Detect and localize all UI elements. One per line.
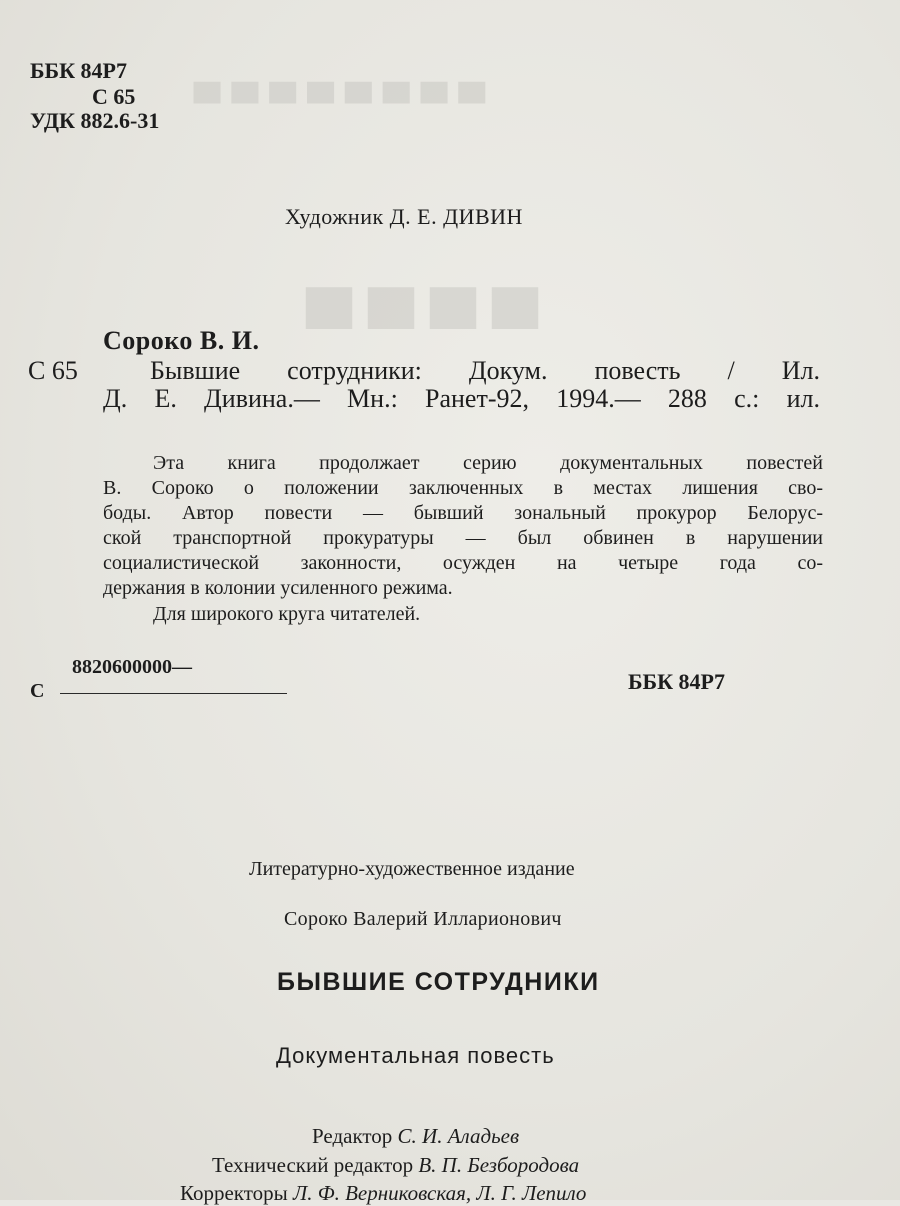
editor-credit bbox=[312, 1124, 519, 1149]
audience-note: Для широкого круга читателей. bbox=[153, 603, 421, 625]
book-title: БЫВШИЕ СОТРУДНИКИ bbox=[277, 968, 600, 996]
annotation-line: Эта книга продолжает серию документальных повестей bbox=[153, 452, 823, 474]
illustrator-credit: Художник Д. Е. ДИВИН bbox=[285, 204, 523, 229]
catalog-author: Сороко В. И. bbox=[103, 326, 260, 355]
show-through-mark: ■■■■■■■■ bbox=[190, 65, 493, 116]
annotation-line: ской транспортной прокуратуры — был обвинен в нарушении bbox=[103, 527, 823, 549]
show-through-mark: ■■■■ bbox=[300, 256, 548, 353]
annotation-line: держания в колонии усиленного режима. bbox=[103, 577, 453, 599]
proofreaders-name: Л. Ф. Верниковская, Л. Г. Лепило bbox=[292, 1181, 587, 1205]
annotation-line: В. Сороко о положении заключенных в местах лишения сво- bbox=[103, 477, 823, 499]
catalog-entry-line-2: Д. Е. Дивина.— Мн.: Ранет-92, 1994.— 288 с.: ил. bbox=[103, 384, 820, 413]
author-full-name: Сороко Валерий Илларионович bbox=[284, 908, 562, 930]
catalog-index-letter: С bbox=[30, 680, 45, 702]
tech-editor-name: В. П. Безбородова bbox=[418, 1153, 580, 1177]
tech-editor-credit bbox=[212, 1153, 579, 1178]
editor-name: С. И. Аладьев bbox=[397, 1124, 520, 1148]
catalog-index-rule bbox=[60, 693, 287, 694]
author-mark: С 65 bbox=[92, 84, 136, 109]
catalog-entry-line-1: Бывшие сотрудники: Докум. повесть / Ил. bbox=[150, 356, 820, 385]
proofreaders-credit bbox=[180, 1181, 586, 1206]
book-subtitle: Документальная повесть bbox=[276, 1043, 555, 1068]
catalog-index-number: 8820600000— bbox=[72, 656, 192, 678]
tech-editor-role: Технический редактор bbox=[212, 1153, 414, 1177]
proofreaders-role: Корректоры bbox=[180, 1181, 288, 1205]
udk-code: УДК 882.6-31 bbox=[30, 108, 160, 133]
bbk-code: ББК 84Р7 bbox=[30, 58, 127, 83]
bbk-code-bottom: ББК 84Р7 bbox=[628, 669, 725, 694]
annotation-line: боды. Автор повести — бывший зональный прокурор Белорус- bbox=[103, 502, 823, 524]
annotation-line: социалистической законности, осужден на четыре года со- bbox=[103, 552, 823, 574]
edition-type: Литературно-художественное издание bbox=[249, 858, 575, 880]
catalog-mark: С 65 bbox=[28, 356, 78, 385]
editor-role: Редактор bbox=[312, 1124, 393, 1148]
